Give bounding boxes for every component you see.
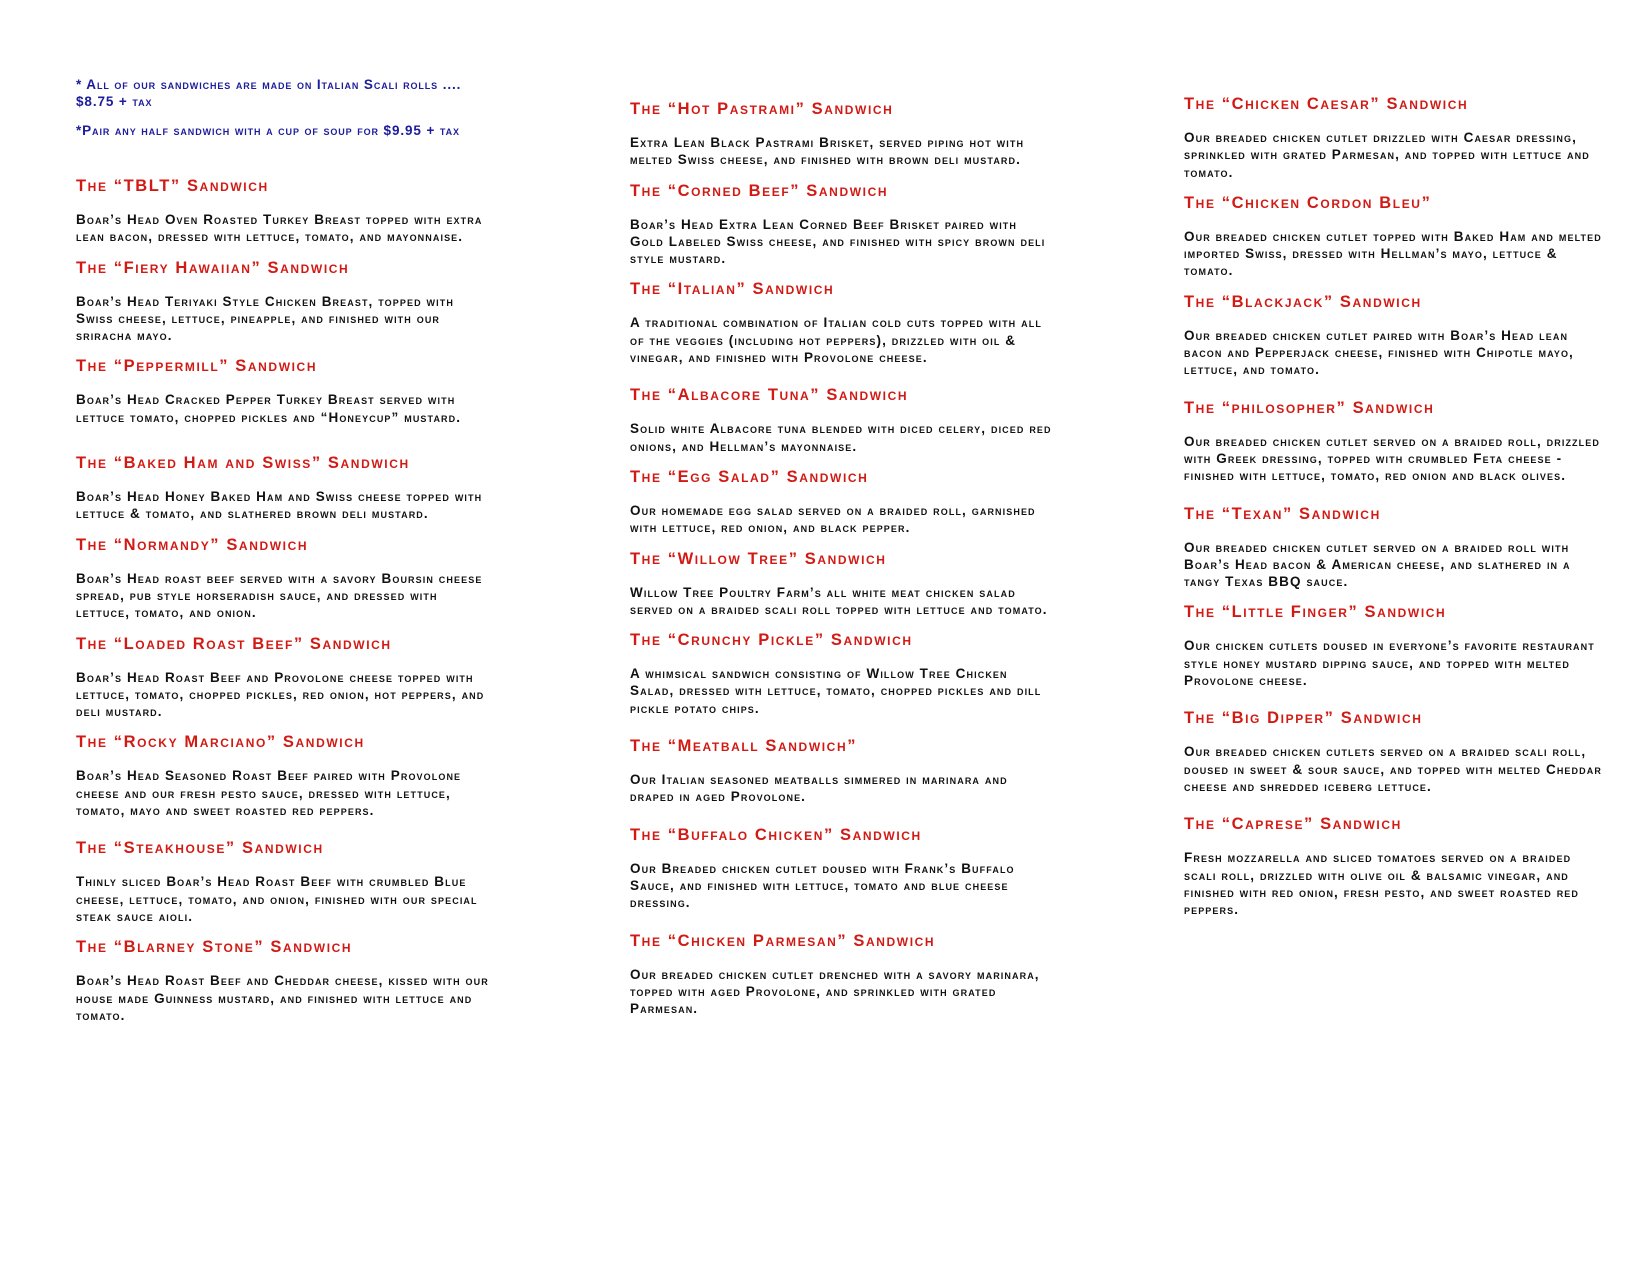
item-description: Thinly sliced Boar’s Head Roast Beef with crumbled Blue cheese, lettuce, tomato, and onion, finished with our special steak sauce aioli.	[76, 874, 478, 924]
item-description: Our breaded chicken cutlet paired with Boar’s Head lean bacon and Pepperjack cheese, finished with Chipotle mayo, lettuce, and tomato.	[1184, 327, 1574, 378]
menu-item	[1184, 503, 1604, 591]
item-description: Our breaded chicken cutlet drizzled with Caesar dressing, sprinkled with grated Parmesan, and topped with lettuce and tomato.	[1184, 130, 1590, 180]
item-description: Our breaded chicken cutlets served on a braided scali roll, doused in sweet & sour sauce, and topped with melted Cheddar cheese and shredded iceberg lettuce.	[1184, 744, 1602, 794]
menu-item	[1184, 707, 1604, 795]
menu-item	[630, 548, 1055, 619]
pricing-note: * All of our sandwiches are made on Italian Scali rolls .... $8.75 + tax	[76, 77, 462, 109]
item-description: Our homemade egg salad served on a braided roll, garnished with lettuce, red onion, and black pepper.	[630, 502, 1036, 536]
item-description: Boar’s Head Oven Roasted Turkey Breast topped with extra lean bacon, dressed with lettuce, tomato, and mayonnaise.	[76, 212, 483, 245]
item-description: Our chicken cutlets doused in everyone’s favorite restaurant style honey mustard dipping sauce, and topped with melted Provolone cheese.	[1184, 638, 1595, 689]
item-title: The “Willow Tree” Sandwich	[630, 549, 887, 568]
item-title: The “Egg Salad” Sandwich	[630, 467, 869, 486]
item-title: The “Big Dipper” Sandwich	[1184, 709, 1423, 728]
menu-item	[76, 633, 496, 721]
menu-item	[630, 384, 1055, 455]
menu-item	[630, 824, 1055, 912]
item-description: Our breaded chicken cutlet served on a braided roll with Boar’s Head bacon & American cheese, and slathered in a tangy Texas BBQ sauce.	[1184, 539, 1571, 590]
menu-item	[630, 180, 1055, 268]
item-description: Boar’s Head Honey Baked Ham and Swiss cheese topped with lettuce & tomato, and slathered brown deli mustard.	[76, 489, 483, 522]
menu-column-2	[630, 98, 1055, 1028]
item-description: Solid white Albacore tuna blended with diced celery, diced red onions, and Hellman’s mayonnaise.	[630, 421, 1052, 454]
item-title: The “Albacore Tuna” Sandwich	[630, 386, 909, 405]
menu-item	[630, 629, 1055, 717]
item-description: Boar’s Head roast beef served with a savory Boursin cheese spread, pub style horseradish sauce, and dressed with lettuce, tomato, and onion.	[76, 570, 483, 621]
item-title: The “TBLT” Sandwich	[76, 177, 269, 195]
item-description: Our Italian seasoned meatballs simmered in marinara and draped in aged Provolone.	[630, 772, 1008, 805]
item-description: Boar’s Head Roast Beef and Provolone cheese topped with lettuce, tomato, chopped pickles, red onion, hot peppers, and deli mustard.	[76, 669, 485, 720]
menu-item	[630, 278, 1055, 366]
item-description: Fresh mozzarella and sliced tomatoes served on a braided scali roll, drizzled with olive oil & balsamic vinegar, and finished with red onion, fresh pesto, and sweet roasted red peppers.	[1184, 850, 1580, 918]
item-title: The “Little Finger” Sandwich	[1184, 603, 1447, 622]
menu-item	[1184, 601, 1604, 689]
item-description: A whimsical sandwich consisting of Willow Tree Chicken Salad, dressed with lettuce, tomato, chopped pickles and dill pickle potato chips.	[630, 666, 1042, 716]
item-title: The “Baked Ham and Swiss” Sandwich	[76, 454, 410, 473]
item-description: Willow Tree Poultry Farm’s all white meat chicken salad served on a braided scali roll topped with lettuce and tomato.	[630, 584, 1048, 617]
menu-column-1	[76, 76, 496, 1035]
item-title: The “Buffalo Chicken” Sandwich	[630, 825, 922, 844]
menu-item	[1184, 93, 1604, 181]
menu-item	[1184, 397, 1604, 485]
menu-item	[76, 257, 496, 345]
menu-item	[76, 534, 496, 622]
item-description: A traditional combination of Italian cold cuts topped with all of the veggies (including hot peppers), drizzled with oil & vinegar, and finished with Provolone cheese.	[630, 315, 1042, 366]
menu-item	[630, 930, 1055, 1018]
item-title: The “Fiery Hawaiian” Sandwich	[76, 258, 350, 277]
item-description: Our breaded chicken cutlet topped with Baked Ham and melted imported Swiss, dressed with Hellman’s mayo, lettuce & tomato.	[1184, 228, 1602, 279]
item-description: Boar’s Head Roast Beef and Cheddar cheese, kissed with our house made Guinness mustard, and finished with lettuce and tomato.	[76, 973, 489, 1023]
item-description: Our Breaded chicken cutlet doused with Frank’s Buffalo Sauce, and finished with lettuce, tomato and blue cheese dressing.	[630, 860, 1015, 911]
item-title: The “Chicken Parmesan” Sandwich	[630, 931, 936, 950]
item-title: The “Italian” Sandwich	[630, 280, 835, 299]
item-description: Our breaded chicken cutlet drenched with a savory marinara, topped with aged Provolone, and sprinkled with grated Parmesan.	[630, 966, 1040, 1017]
menu-item	[1184, 291, 1604, 379]
item-title: The “Texan” Sandwich	[1184, 504, 1381, 523]
item-description: Boar’s Head Teriyaki Style Chicken Breast, topped with Swiss cheese, lettuce, pineapple, and finished with our sriracha mayo.	[76, 293, 454, 344]
item-title: The “Steakhouse” Sandwich	[76, 839, 324, 858]
item-title: The “Hot Pastrami” Sandwich	[630, 100, 894, 118]
menu-item	[76, 837, 496, 925]
item-title: The “Normandy” Sandwich	[76, 535, 309, 554]
menu-item	[76, 452, 496, 523]
menu-item	[1184, 192, 1604, 280]
menu-item	[76, 355, 496, 426]
item-title: The “philosopher” Sandwich	[1184, 398, 1435, 417]
item-title: The “Peppermill” Sandwich	[76, 357, 318, 376]
item-description: Extra Lean Black Pastrami Brisket, served piping hot with melted Swiss cheese, and finished with brown deli mustard.	[630, 135, 1025, 168]
menu-item	[1184, 813, 1604, 918]
item-description: Boar’s Head Cracked Pepper Turkey Breast served with lettuce tomato, chopped pickles and “Honeycup” mustard.	[76, 392, 462, 425]
item-title: The “Blackjack” Sandwich	[1184, 292, 1422, 311]
menu-item	[630, 98, 1055, 169]
item-description: Our breaded chicken cutlet served on a braided roll, drizzled with Greek dressing, topped with crumbled Feta cheese - finished with lettuce, tomato, red onion and black olives.	[1184, 433, 1600, 484]
item-description: Boar’s Head Extra Lean Corned Beef Brisket paired with Gold Labeled Swiss cheese, and finished with spicy brown deli style mustard.	[630, 216, 1046, 267]
item-title: The “Chicken Cordon Bleu”	[1184, 193, 1432, 212]
item-title: The “Loaded Roast Beef” Sandwich	[76, 634, 392, 653]
item-title: The “Crunchy Pickle” Sandwich	[630, 631, 913, 650]
item-title: The “Blarney Stone” Sandwich	[76, 938, 353, 957]
menu-item	[76, 731, 496, 819]
item-description: Boar’s Head Seasoned Roast Beef paired with Provolone cheese and our fresh pesto sauce, dressed with lettuce, tomato, mayo and sweet roasted red peppers.	[76, 768, 462, 819]
menu-item	[76, 175, 496, 246]
soup-pairing-note: *Pair any half sandwich with a cup of soup for $9.95 + tax	[76, 123, 460, 138]
menu-item	[630, 735, 1055, 806]
menu-item	[630, 466, 1055, 537]
item-title: The “Meatball Sandwich”	[630, 737, 858, 756]
item-title: The “Chicken Caesar” Sandwich	[1184, 95, 1469, 113]
menu-item	[76, 936, 496, 1024]
item-title: The “Caprese” Sandwich	[1184, 815, 1402, 834]
item-title: The “Rocky Marciano” Sandwich	[76, 733, 365, 752]
item-title: The “Corned Beef” Sandwich	[630, 181, 889, 200]
menu-column-3	[1184, 93, 1604, 929]
